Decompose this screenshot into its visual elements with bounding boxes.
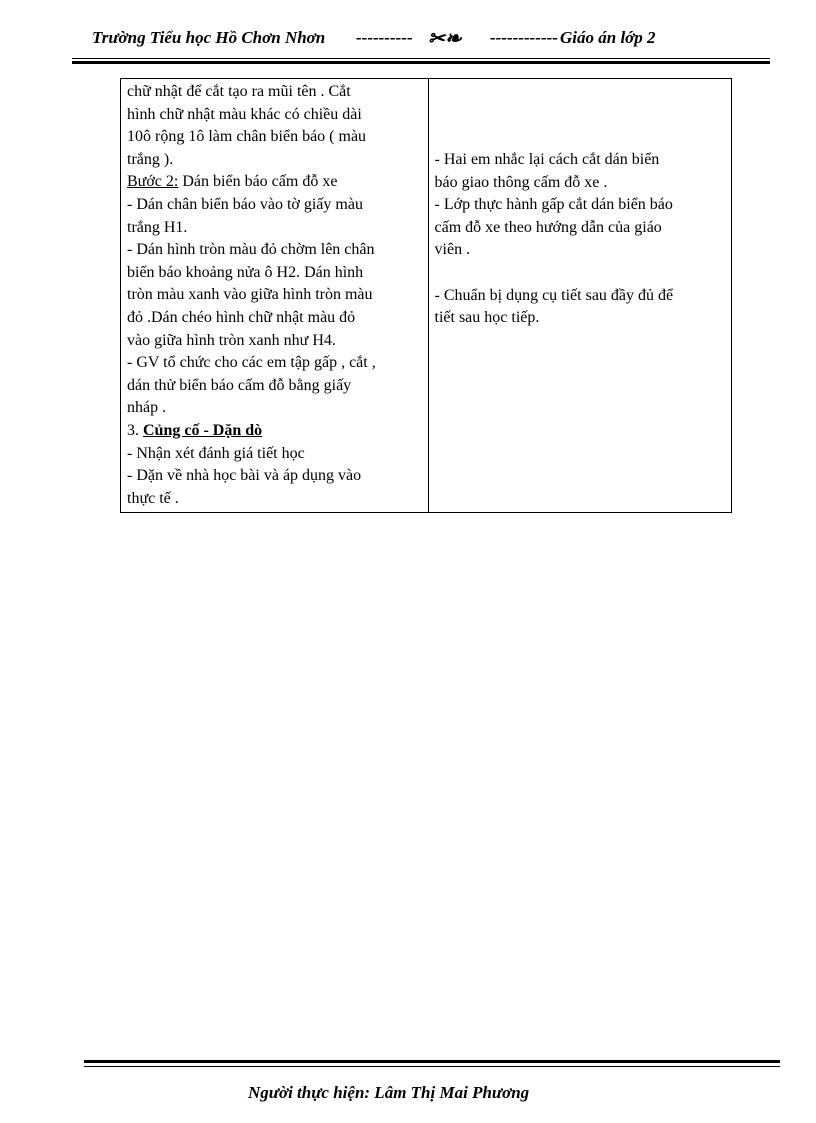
text-line: - Chuẩn bị dụng cụ tiết sau đầy đủ để xyxy=(434,286,674,304)
text-line: dán thử biển báo cấm đỗ bằng giấy xyxy=(127,376,352,394)
footer-author: Người thực hiện: Lâm Thị Mai Phương xyxy=(248,1083,530,1102)
section3-title: Củng cố - Dặn dò xyxy=(143,421,263,439)
text-line: hình chữ nhật màu khác có chiều dài xyxy=(127,105,362,123)
student-activity-cell xyxy=(428,79,731,513)
step2-text: Dán biển báo cấm đỗ xe xyxy=(178,173,338,191)
section3-heading xyxy=(127,420,422,443)
header-dash-right: ------------ xyxy=(490,28,558,47)
text-line: chữ nhật để cắt tạo ra mũi tên . Cắt xyxy=(127,83,351,100)
spacer xyxy=(435,262,725,285)
ornament-icon: ✂❧ xyxy=(428,28,462,50)
text-line: vào giữa hình tròn xanh như H4. xyxy=(127,331,336,349)
text-line: tròn màu xanh vào giữa hình tròn màu xyxy=(127,286,373,304)
text-line: - Nhận xét đánh giá tiết học xyxy=(127,444,305,462)
text-line: trắng H1. xyxy=(127,218,188,236)
school-name: Trường Tiểu học Hồ Chơn Nhơn xyxy=(92,28,326,47)
text-line: viên . xyxy=(434,241,471,259)
header-dash-left: ---------- xyxy=(356,28,413,47)
step2-line xyxy=(127,171,422,194)
page-header xyxy=(92,26,692,52)
text-line: đỏ .Dán chéo hình chữ nhật màu đỏ xyxy=(127,308,356,326)
text-line: - Lớp thực hành gấp cắt dán biển báo xyxy=(434,196,673,214)
header-rule-thick xyxy=(72,61,770,64)
text-line: - GV tổ chức cho các em tập gấp , cắt , xyxy=(127,354,376,372)
text-line: 10ô rộng 1ô làm chân biển báo ( màu xyxy=(127,128,367,146)
text-line: - Hai em nhắc lại cách cắt dán biển xyxy=(434,151,660,168)
text-line: trắng ). xyxy=(127,150,174,168)
text-line: biển báo khoảng nửa ô H2. Dán hình xyxy=(127,263,364,281)
section3-number: 3. xyxy=(127,421,143,439)
header-rule-thin xyxy=(72,58,770,59)
footer-rule-thick xyxy=(84,1060,780,1063)
spacer xyxy=(435,81,725,149)
teacher-activity-cell xyxy=(121,79,429,513)
step2-label: Bước 2: xyxy=(127,173,179,191)
text-line: - Dặn về nhà học bài và áp dụng vào xyxy=(127,467,362,485)
text-line: thực tế . xyxy=(127,489,179,507)
grade-label: Giáo án lớp 2 xyxy=(560,28,656,47)
text-line: tiết sau học tiếp. xyxy=(434,309,540,327)
text-line: nháp . xyxy=(127,399,167,417)
lesson-table xyxy=(120,78,732,513)
text-line: - Dán chân biển báo vào tờ giấy màu xyxy=(127,195,363,213)
table-row xyxy=(121,79,732,513)
text-line: báo giao thông cấm đỗ xe . xyxy=(434,173,608,191)
footer-rule-thin xyxy=(84,1066,780,1067)
text-line: cấm đỗ xe theo hướng dẫn của giáo xyxy=(434,218,662,236)
text-line: - Dán hình tròn màu đỏ chờm lên chân xyxy=(127,241,375,259)
